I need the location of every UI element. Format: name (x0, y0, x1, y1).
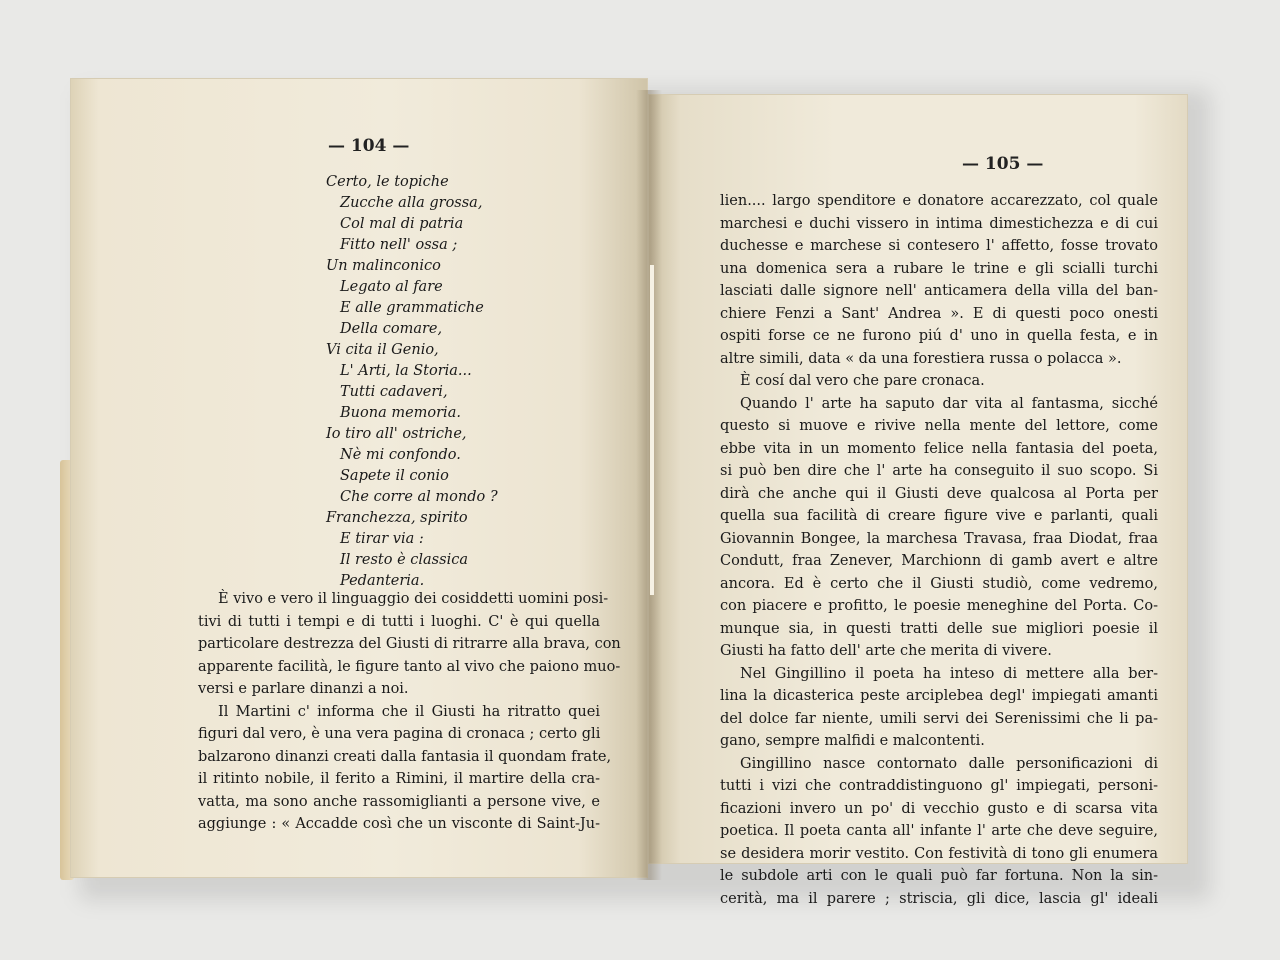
book-spine (636, 90, 662, 880)
right-prose (720, 190, 1158, 910)
text-line: apparente facilità, le figure tanto al vivo che paiono muo- (198, 658, 621, 675)
text-line: È vivo e vero il linguaggio dei cosiddetti uomini posi- (218, 591, 609, 607)
poem (326, 172, 498, 592)
right-page (648, 94, 1188, 907)
poem-line: Certo, le topiche (326, 174, 449, 190)
text-line: cerità, ma il parere ; striscia, gli dice, lascia gl' ideali (720, 890, 1158, 907)
poem-line: Il resto è classica (340, 552, 468, 568)
text-line: del dolce far niente, umili servi dei Serenissimi che li pa- (720, 710, 1158, 727)
text-line: lina la dicasterica peste arciplebea degl' impiegati amanti (720, 688, 1158, 704)
text-line: le subdole arti con le quali può far fortuna. Non la sin- (720, 868, 1158, 884)
poem-line: E alle grammatiche (340, 300, 484, 316)
text-line: Il Martini c' informa che il Giusti ha ritratto quei (218, 703, 600, 720)
binding-thread (650, 265, 654, 595)
open-book (70, 70, 1200, 907)
poem-line: E tirar via : (340, 531, 424, 547)
page-number-left: — 104 — (328, 136, 410, 156)
text-line: È cosí dal vero che pare cronaca. (740, 373, 985, 389)
text-line: figuri dal vero, è una vera pagina di cronaca ; certo gli (198, 726, 601, 742)
left-page (70, 78, 648, 878)
text-line: questo si muove e rivive nella mente del lettore, come (720, 418, 1158, 434)
text-line: ebbe vita in un momento felice nella fantasia del poeta, (720, 440, 1158, 457)
text-line: Giusti ha fatto dell' arte che merita di vivere. (720, 643, 1052, 659)
left-prose (198, 588, 621, 836)
poem-line: Un malinconico (326, 258, 441, 274)
poem-line: L' Arti, la Storia... (340, 363, 472, 379)
poem-line: Nè mi confondo. (340, 447, 461, 463)
poem-line: Zucche alla grossa, (340, 195, 483, 211)
text-line: Condutt, fraa Zenever, Marchionn di gamb avert e altre (720, 553, 1158, 569)
poem-line: Franchezza, spirito (326, 510, 468, 526)
text-line: una domenica sera a rubare le trine e gli scialli turchi (720, 260, 1158, 277)
poem-line: Pedanteria. (340, 573, 425, 589)
text-line: se desidera morir vestito. Con festività di tono gli enumera (720, 845, 1158, 862)
poem-line: Fitto nell' ossa ; (340, 237, 458, 253)
poem-line: Io tiro all' ostriche, (326, 426, 467, 442)
text-line: ospiti forse ce ne furono piú d' uno in quella festa, e in (720, 328, 1158, 344)
poem-line: Della comare, (340, 321, 443, 337)
poem-line: Tutti cadaveri, (340, 384, 448, 400)
text-line: marchesi e duchi vissero in intima dimestichezza e di cui (720, 215, 1158, 232)
text-line: Quando l' arte ha saputo dar vita al fantasma, sicché (740, 395, 1158, 412)
text-line: dirà che anche qui il Giusti deve qualcosa al Porta per (720, 485, 1158, 502)
text-line: vatta, ma sono anche rassomiglianti a persone vive, e (198, 793, 600, 810)
page-number-right: — 105 — (962, 154, 1044, 174)
text-line: Giovannin Bongee, la marchesa Travasa, fraa Diodat, fraa (720, 530, 1158, 547)
poem-line: Buona memoria. (340, 405, 461, 421)
poem-line: Sapete il conio (340, 468, 449, 484)
text-line: tivi di tutti i tempi e di tutti i luoghi. C' è qui quella (198, 613, 600, 630)
text-line: il ritinto nobile, il ferito a Rimini, il martire della cra- (198, 771, 600, 787)
text-line: tutti i vizi che contraddistinguono gl' impiegati, personi- (720, 778, 1158, 794)
text-line: duchesse e marchese si contesero l' affetto, fosse trovato (720, 238, 1158, 254)
text-line: altre simili, data « da una forestiera russa o polacca ». (720, 350, 1122, 367)
text-line: versi e parlare dinanzi a noi. (198, 681, 409, 697)
text-line: Nel Gingillino il poeta ha inteso di mettere alla ber- (740, 665, 1158, 682)
text-line: Gingillino nasce contornato dalle personificazioni di (740, 755, 1158, 772)
text-line: chiere Fenzi a Sant' Andrea ». E di questi poco onesti (720, 305, 1158, 322)
text-line: gano, sempre malfidi e malcontenti. (720, 733, 985, 749)
poem-line: Che corre al mondo ? (340, 489, 498, 505)
text-line: lien.... largo spenditore e donatore accarezzato, col quale (720, 193, 1158, 209)
text-line: particolare destrezza del Giusti di ritrarre alla brava, con (198, 636, 621, 652)
text-line: aggiunge : « Accadde così che un visconte di Saint-Ju- (198, 816, 600, 832)
poem-line: Legato al fare (340, 279, 443, 295)
text-line: ficazioni invero un po' di vecchio gusto e di scarsa vita (720, 800, 1158, 817)
text-line: lasciati dalle signore nell' anticamera della villa del ban- (720, 283, 1158, 299)
text-line: munque sia, in questi tratti delle sue migliori poesie il (720, 620, 1158, 637)
text-line: si può ben dire che l' arte ha conseguito il suo scopo. Si (720, 463, 1158, 479)
text-line: poetica. Il poeta canta all' infante l' arte che deve seguire, (720, 823, 1158, 839)
text-line: con piacere e profitto, le poesie meneghine del Porta. Co- (720, 598, 1158, 614)
text-line: balzarono dinanzi creati dalla fantasia il quondam frate, (198, 748, 612, 765)
poem-line: Vi cita il Genio, (326, 342, 439, 358)
poem-line: Col mal di patria (340, 216, 464, 232)
text-line: quella sua facilità di creare figure vive e parlanti, quali (720, 508, 1158, 524)
text-line: ancora. Ed è certo che il Giusti studiò, come vedremo, (720, 575, 1158, 592)
